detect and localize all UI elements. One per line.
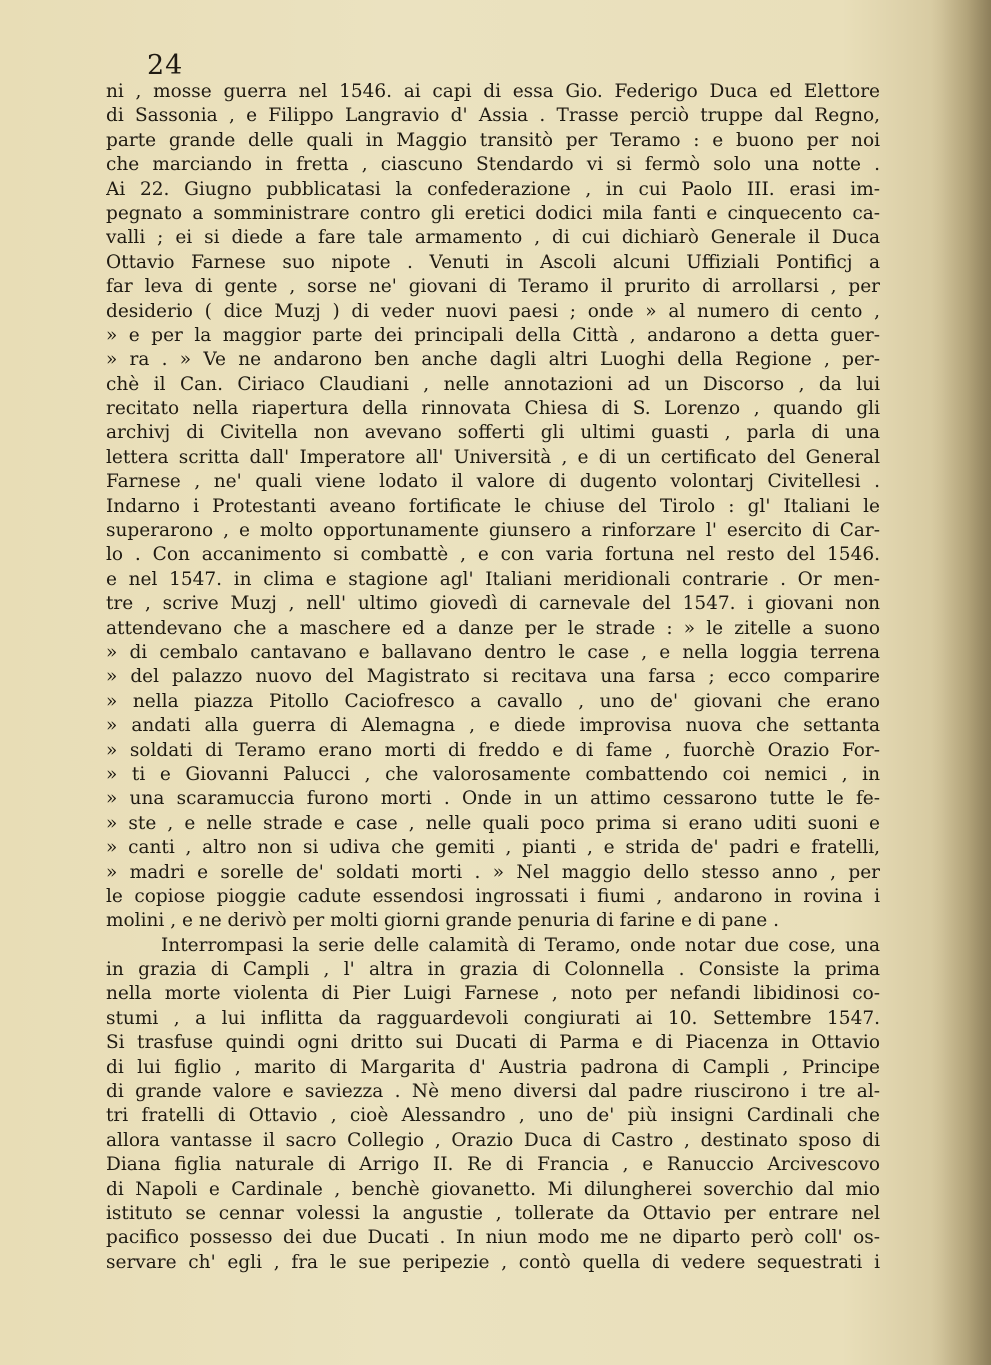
text-line: » e per la maggior parte dei principali della Città , andarono a detta guer-: [106, 324, 880, 346]
text-line: tri fratelli di Ottavio , cioè Alessandro , uno de' più insigni Cardinali che: [106, 1105, 880, 1127]
text-line: di Sassonia , e Filippo Langravio d' Assia . Trasse perciò truppe dal Regno,: [106, 105, 880, 127]
text-line: far leva di gente , sorse ne' giovani di Teramo il prurito di arrollarsi , per: [106, 276, 880, 298]
text-line: » ti e Giovanni Palucci , che valorosamente combattendo coi nemici , in: [106, 763, 880, 785]
text-line: » andati alla guerra di Alemagna , e diede improvisa nuova che settanta: [106, 715, 880, 737]
text-line: stumi , a lui inflitta da ragguardevoli congiurati ai 10. Settembre 1547.: [106, 1007, 880, 1029]
text-line: molini , e ne derivò per molti giorni grande penuria di farine e di pane .: [106, 910, 779, 932]
text-line: di grande valore e saviezza . Nè meno diversi dal padre riuscirono i tre al-: [106, 1081, 880, 1103]
text-line: allora vantasse il sacro Collegio , Orazio Duca di Castro , destinato sposo di: [106, 1129, 880, 1151]
text-line: nella morte violenta di Pier Luigi Farnese , noto per nefandi libidinosi co-: [106, 983, 880, 1005]
text-line: pegnato a somministrare contro gli eretici dodici mila fanti e cinquecento ca-: [106, 202, 880, 224]
text-line: istituto se cennar volessi la angustie , tollerate da Ottavio per entrare nel: [106, 1202, 880, 1224]
text-line: Si trasfuse quindi ogni dritto sui Ducati di Parma e di Piacenza in Ottavio: [106, 1032, 880, 1054]
text-line: Diana figlia naturale di Arrigo II. Re di Francia , e Ranuccio Arcivescovo: [106, 1154, 880, 1176]
text-line: » madri e sorelle de' soldati morti . » Nel maggio dello stesso anno , per: [106, 861, 880, 883]
page-gutter-shadow: [931, 0, 991, 1365]
text-line: ni , mosse guerra nel 1546. ai capi di essa Gio. Federigo Duca ed Elettore: [106, 81, 880, 102]
text-line: valli ; ei si diede a fare tale armamento , di cui dichiarò Generale il Duca: [106, 227, 880, 249]
text-line: desiderio ( dice Muzj ) di veder nuovi paesi ; onde » al numero di cento ,: [106, 300, 880, 322]
body-text: [106, 80, 880, 1275]
text-line: di lui figlio , marito di Margarita d' Austria padrona di Campli , Principe: [106, 1056, 880, 1078]
text-line: e nel 1547. in clima e stagione agl' Italiani meridionali contrarie . Or men-: [106, 568, 880, 590]
text-line: recitato nella riapertura della rinnovata Chiesa di S. Lorenzo , quando gli: [106, 398, 880, 420]
text-line: Ottavio Farnese suo nipote . Venuti in Ascoli alcuni Uffiziali Pontificj a: [106, 251, 880, 273]
text-line: lettera scritta dall' Imperatore all' Università , e di un certificato del General: [106, 446, 880, 468]
text-line: tre , scrive Muzj , nell' ultimo giovedì di carnevale del 1547. i giovani non: [106, 593, 880, 615]
text-line: » soldati di Teramo erano morti di freddo e di fame , fuorchè Orazio For-: [106, 739, 880, 761]
text-line: in grazia di Campli , l' altra in grazia di Colonnella . Consiste la prima: [106, 959, 880, 981]
text-line: che marciando in fretta , ciascuno Stendardo vi si fermò solo una notte .: [106, 154, 880, 176]
text-line: attendevano che a maschere ed a danze per le strade : » le zitelle a suono: [106, 617, 880, 639]
text-line: » di cembalo cantavano e ballavano dentro le case , e nella loggia terrena: [106, 641, 880, 663]
text-line: » una scaramuccia furono morti . Onde in un attimo cessarono tutte le fe-: [106, 788, 880, 810]
text-line: di Napoli e Cardinale , benchè giovanetto. Mi dilungherei soverchio dal mio: [106, 1178, 880, 1200]
text-line: Farnese , ne' quali viene lodato il valore di dugento volontarj Civitellesi .: [106, 471, 880, 493]
text-line: chè il Can. Ciriaco Claudiani , nelle annotazioni ad un Discorso , da lui: [106, 373, 880, 395]
text-line: » ra . » Ve ne andarono ben anche dagli altri Luoghi della Regione , per-: [106, 349, 880, 371]
paragraph-first-line: Interrompasi la serie delle calamità di Teramo, onde notar due cose, una: [161, 934, 880, 956]
text-line: » canti , altro non si udiva che gemiti , pianti , e strida de' padri e fratelli,: [106, 837, 880, 859]
text-line: Indarno i Protestanti aveano fortificate le chiuse del Tirolo : gl' Italiani le: [106, 495, 880, 517]
text-line: pacifico possesso dei due Ducati . In niun modo me ne diparto però coll' os-: [106, 1227, 880, 1249]
text-line: archivj di Civitella non avevano sofferti gli ultimi guasti , parla di una: [106, 422, 880, 444]
text-line: servare ch' egli , fra le sue peripezie , contò quella di vedere sequestrati i: [106, 1251, 880, 1273]
page-number: 24: [147, 50, 184, 81]
text-line: superarono , e molto opportunamente giunsero a rinforzare l' esercito di Car-: [106, 520, 880, 542]
text-line: lo . Con accanimento si combattè , e con varia fortuna nel resto del 1546.: [106, 544, 880, 566]
text-line: » nella piazza Pitollo Caciofresco a cavallo , uno de' giovani che erano: [106, 690, 880, 712]
text-line: parte grande delle quali in Maggio transitò per Teramo : e buono per noi: [106, 129, 880, 151]
text-line: » del palazzo nuovo del Magistrato si recitava una farsa ; ecco comparire: [106, 666, 880, 688]
text-line: Ai 22. Giugno pubblicatasi la confederazione , in cui Paolo III. erasi im-: [106, 178, 880, 200]
text-line: le copiose pioggie cadute essendosi ingrossati i fiumi , andarono in rovina i: [106, 885, 880, 907]
text-line: » ste , e nelle strade e case , nelle quali poco prima si erano uditi suoni e: [106, 812, 880, 834]
